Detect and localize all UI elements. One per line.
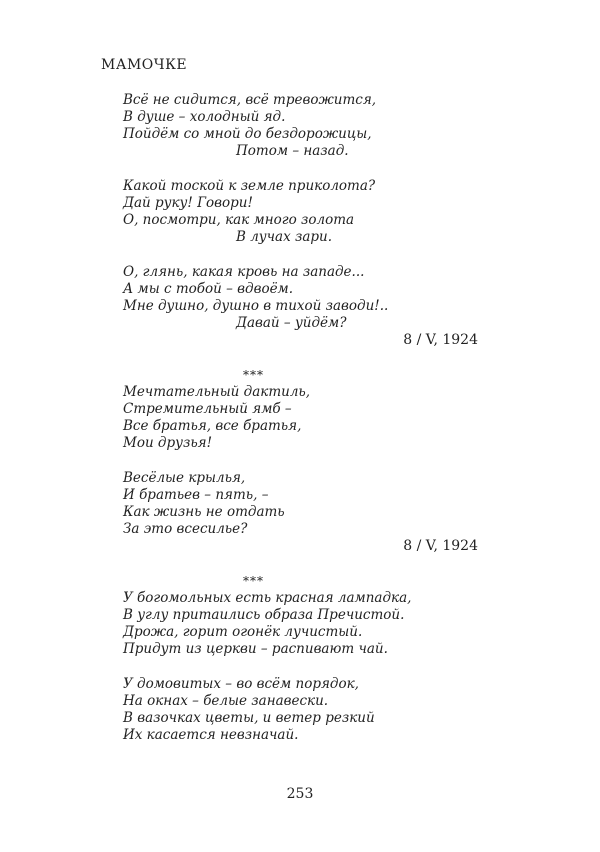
poem-line: В лучах зари.	[236, 229, 333, 245]
poem-line: Мои друзья!	[123, 435, 213, 451]
poem-date: 8 / V, 1924	[403, 538, 478, 554]
poem-line: О, глянь, какая кровь на западе...	[123, 264, 365, 280]
section-separator: ***	[243, 368, 264, 382]
poem-date: 8 / V, 1924	[403, 332, 478, 348]
poem-line: Потом – назад.	[236, 143, 349, 159]
poem-line: Их касается невзначай.	[123, 727, 299, 743]
poem-line: И братьев – пять, –	[123, 487, 269, 503]
poem-line: На окнах – белые занавески.	[123, 693, 329, 709]
poem-line: Придут из церкви – распивают чай.	[123, 641, 388, 657]
poem-line: В вазочках цветы, и ветер резкий	[123, 710, 375, 726]
poem-line: А мы с тобой – вдвоём.	[123, 281, 294, 297]
poem-line: О, посмотри, как много золота	[123, 212, 355, 228]
poem-title: МАМОЧКЕ	[101, 57, 188, 73]
poem-line: У богомольных есть красная лампадка,	[123, 590, 412, 606]
poem-line: Всё не сидится, всё тревожится,	[123, 92, 377, 108]
poem-line: Какой тоской к земле приколота?	[123, 178, 376, 194]
poem-line: Как жизнь не отдать	[123, 504, 285, 520]
poem-line: Дай руку! Говори!	[123, 195, 253, 211]
poem-line: Дрожа, горит огонёк лучистый.	[123, 624, 363, 640]
poem-line: У домовитых – во всём порядок,	[123, 676, 359, 692]
page-number: 253	[286, 786, 314, 802]
poem-line: В углу притаились образа Пречистой.	[123, 607, 405, 623]
poem-line: Стремительный ямб –	[123, 401, 292, 417]
section-separator: ***	[243, 574, 264, 588]
poem-line: За это всесилье?	[123, 521, 248, 537]
poem-line: Все братья, все братья,	[123, 418, 302, 434]
poem-line: В душе – холодный яд.	[123, 109, 286, 125]
poem-line: Мне душно, душно в тихой заводи!..	[123, 298, 389, 314]
poem-line: Мечтательный дактиль,	[123, 384, 311, 400]
poem-line: Давай – уйдём?	[236, 315, 347, 331]
poem-line: Пойдём со мной до бездорожицы,	[123, 126, 372, 142]
poem-line: Весёлые крылья,	[123, 470, 246, 486]
